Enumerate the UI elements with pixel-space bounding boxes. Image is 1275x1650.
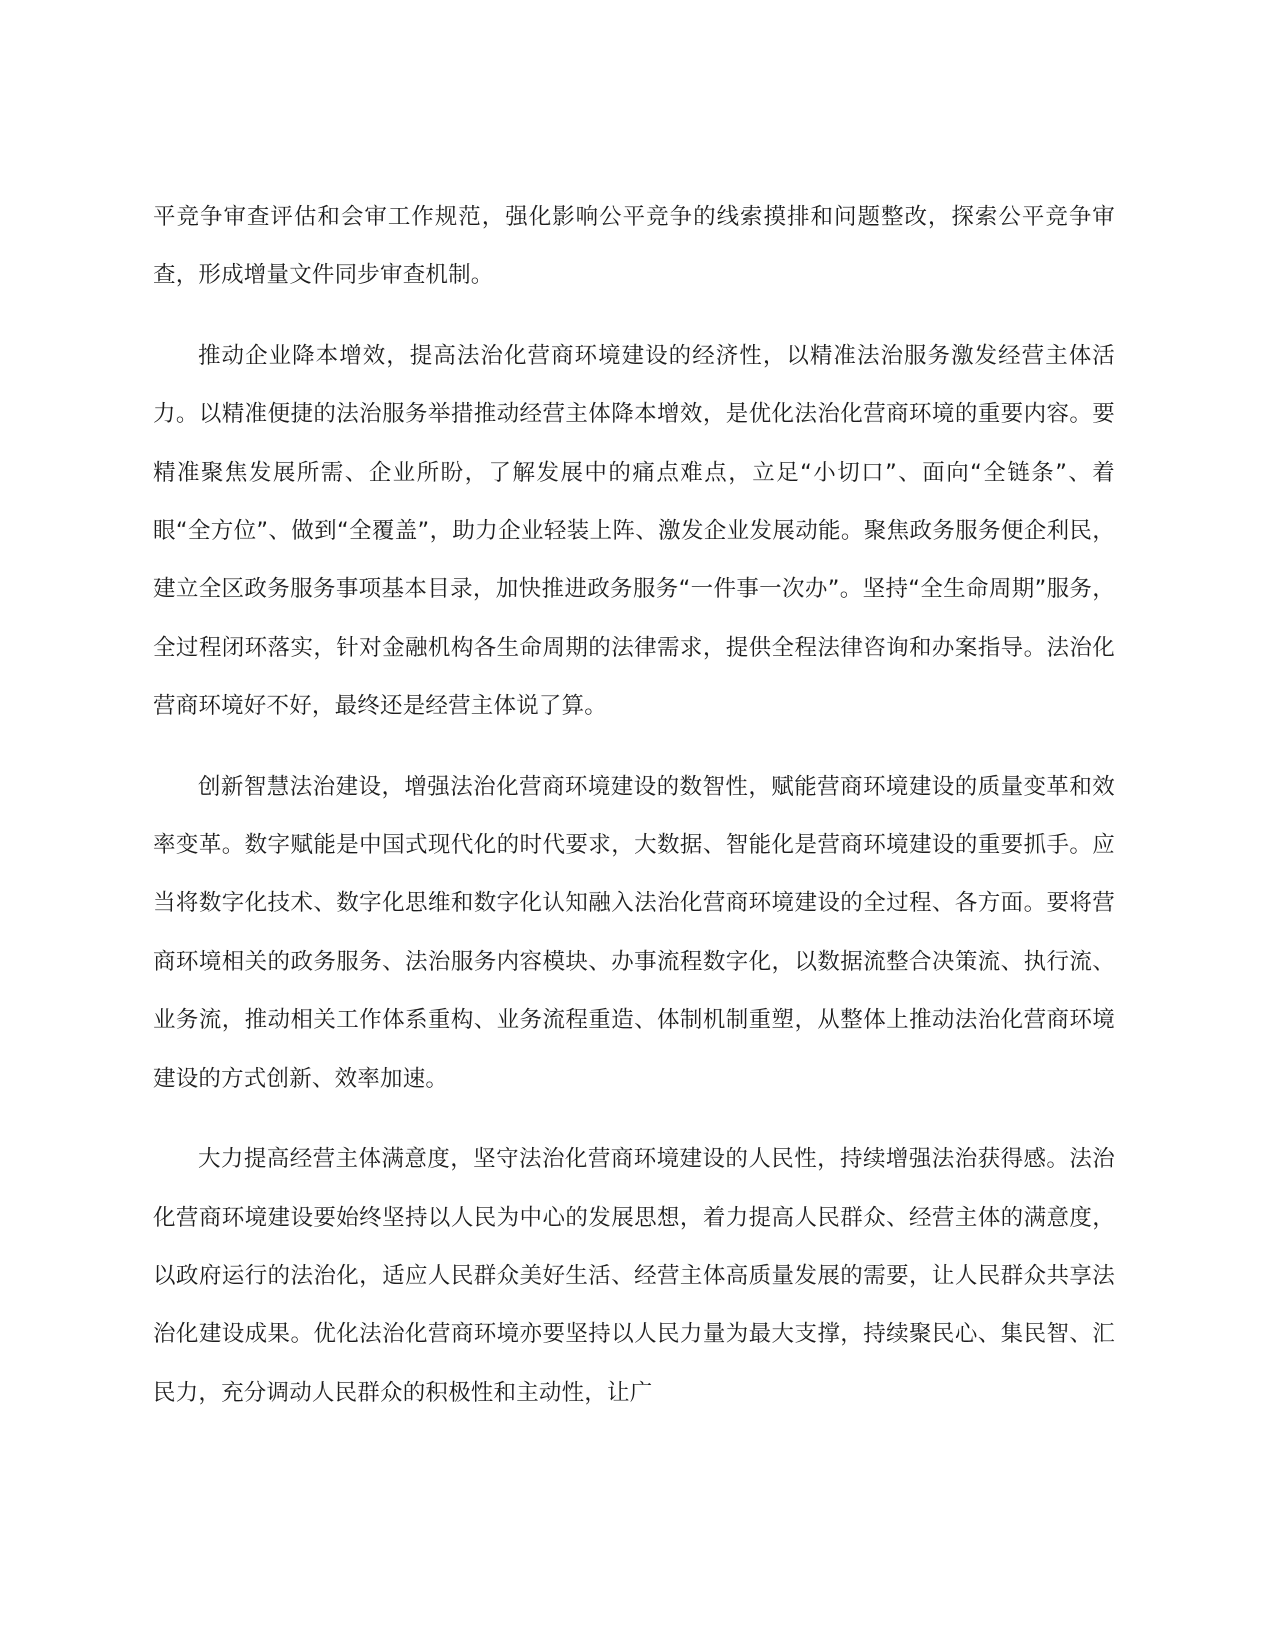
paragraph-continuation: 平竞争审查评估和会审工作规范，强化影响公平竞争的线索摸排和问题整改，探索公平竞争审查，形成增量文件同步审查机制。 [153,204,1115,289]
paragraph-satisfaction: 大力提高经营主体满意度，坚守法治化营商环境建设的人民性，持续增强法治获得感。法治化营商环境建设要始终坚持以人民为中心的发展思想，着力提高人民群众、经营主体的满意度，以政府运行的法治化，适应人民群众美好生活、经营主体高质量发展的需要，让人民群众共享法治化建设成果。优化法治化营商环境亦要坚持以人民力量为最大支撑，持续聚民心、集民智、汇民力，充分调动人民群众的积极性和主动性，让广 [153,1146,1115,1406]
paragraph-cost-reduction: 推动企业降本增效，提高法治化营商环境建设的经济性，以精准法治服务激发经营主体活力。以精准便捷的法治服务举措推动经营主体降本增效，是优化法治化营商环境的重要内容。要精准聚焦发展所需、企业所盼，了解发展中的痛点难点，立足“小切口”、面向“全链条”、着眼“全方位”、做到“全覆盖”，助力企业轻装上阵、激发企业发展动能。聚焦政务服务便企利民，建立全区政务服务事项基本目录，加快推进政务服务“一件事一次办”。坚持“全生命周期”服务，全过程闭环落实，针对金融机构各生命周期的法律需求，提供全程法律咨询和办案指导。法治化营商环境好不好，最终还是经营主体说了算。 [153,342,1115,720]
document-body [153,188,1115,1422]
paragraph-smart-rule-of-law: 创新智慧法治建设，增强法治化营商环境建设的数智性，赋能营商环境建设的质量变革和效率变革。数字赋能是中国式现代化的时代要求，大数据、智能化是营商环境建设的重要抓手。应当将数字化技术、数字化思维和数字化认知融入法治化营商环境建设的全过程、各方面。要将营商环境相关的政务服务、法治服务内容模块、办事流程数字化，以数据流整合决策流、执行流、业务流，推动相关工作体系重构、业务流程重造、体制机制重塑，从整体上推动法治化营商环境建设的方式创新、效率加速。 [153,773,1115,1092]
